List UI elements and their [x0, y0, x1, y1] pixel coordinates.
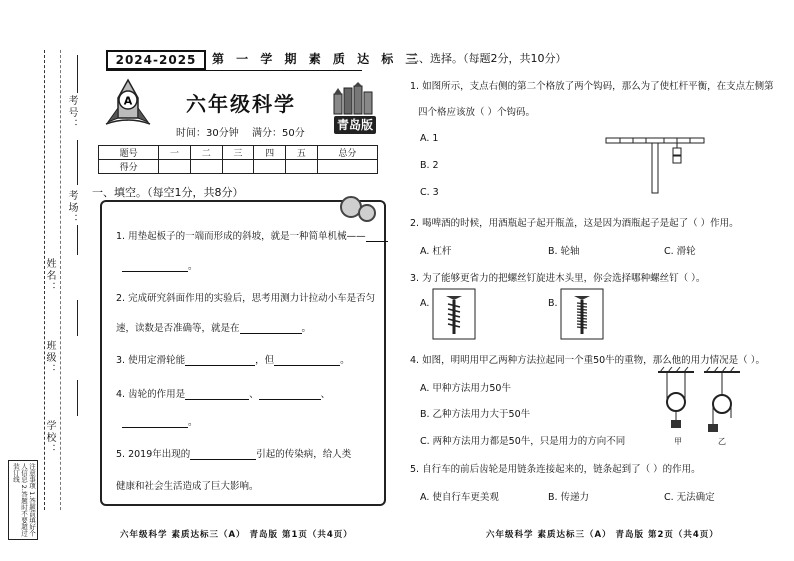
- score-cell: 三: [222, 146, 254, 160]
- kaohao-line: [77, 55, 78, 93]
- choice-q5: 5. 自行车的前后齿轮是用链条连接起来的，链条起到了（ ）的作用。: [410, 464, 701, 475]
- banji-line: [77, 300, 78, 336]
- score-input-cell[interactable]: [222, 160, 254, 174]
- section2-heading: 二、选择。（每题2分，共10分）: [408, 52, 567, 65]
- fill-q2: 2. 完成研究斜面作用的实验后，思考用测力计拉动小车是否匀: [116, 293, 376, 304]
- answer-blank[interactable]: [190, 449, 256, 460]
- xuexiao-line: [77, 380, 78, 416]
- option-a[interactable]: A. 1: [420, 133, 439, 144]
- option-b[interactable]: B. 轮轴: [548, 246, 580, 257]
- screw-a-icon: [432, 288, 476, 340]
- choice-q4: 4. 如图，明明用甲乙两种方法拉起同一个重50牛的重物，那么他的用力情况是（ ）。: [410, 355, 765, 366]
- header-rule: [106, 70, 362, 71]
- option-a[interactable]: A. 使自行车更美观: [420, 492, 499, 503]
- term-title: 第 一 学 期 素 质 达 标 三: [212, 52, 422, 66]
- score-cell: 五: [286, 146, 318, 160]
- option-c[interactable]: C. 两种方法用力都是50牛，只是用力的方向不同: [420, 436, 626, 447]
- option-b[interactable]: B. 2: [420, 160, 439, 171]
- answer-blank[interactable]: [122, 417, 188, 428]
- choice-q3: 3. 为了能够更省力的把螺丝钉旋进木头里，你会选择哪种螺丝钉（ ）。: [410, 273, 706, 284]
- footer-right: 六年级科学 素质达标三（A） 青岛版 第2页（共4页）: [486, 530, 719, 540]
- answer-blank[interactable]: [240, 323, 302, 334]
- pulley-label-jia: 甲: [674, 437, 682, 446]
- score-input-cell[interactable]: [317, 160, 377, 174]
- option-a[interactable]: A. 杠杆: [420, 246, 452, 257]
- option-b[interactable]: B. 传递力: [548, 492, 590, 503]
- label-banji: 班级：: [44, 340, 55, 376]
- footer-left: 六年级科学 素质达标三（A） 青岛版 第1页（共4页）: [120, 530, 353, 540]
- choice-q1: 1. 如图所示，支点右侧的第二个格放了两个钩码，那么为了使杠杆平衡，在支点左侧第: [410, 81, 774, 92]
- fill-q3: 3. 使用定滑轮能 ，但 。: [116, 355, 350, 366]
- answer-blank[interactable]: [185, 389, 249, 400]
- score-input-cell[interactable]: [190, 160, 222, 174]
- edition-badge: 青岛版: [334, 116, 376, 134]
- gear-icon: [358, 204, 376, 222]
- option-c[interactable]: C. 3: [420, 187, 439, 198]
- score-table-header-row: [99, 146, 378, 160]
- score-cell: 题号: [99, 146, 159, 160]
- score-cell: 得分: [99, 160, 159, 174]
- label-kaochang: 考场：: [66, 190, 77, 226]
- fill-q1: 1. 用垫起板子的一端而形成的斜坡，就是一种简单机械——: [116, 228, 388, 242]
- rocket-badge-icon: [102, 78, 154, 130]
- pulley-figure: [654, 366, 744, 450]
- year-box: 2024-2025: [106, 50, 206, 70]
- choice-q2: 2. 喝啤酒的时候，用酒瓶起子起开瓶盖，这是因为酒瓶起子是起了（ ）作用。: [410, 218, 739, 229]
- option-b[interactable]: B.: [548, 298, 558, 309]
- lever-figure: [600, 130, 710, 196]
- option-c[interactable]: C. 无法确定: [664, 492, 715, 503]
- fill-q2-cont: 速，读数是否准确等，就是在 。: [116, 323, 312, 334]
- section1-heading: 一、填空。（每空1分，共8分）: [92, 186, 244, 199]
- label-xuexiao: 学校：: [44, 420, 55, 456]
- exam-time: 时间：30分钟: [176, 128, 239, 139]
- option-a[interactable]: A. 甲种方法用力50牛: [420, 383, 511, 394]
- score-cell: 总分: [317, 146, 377, 160]
- page-title: 六年级科学: [186, 92, 296, 116]
- kaochang-line: [77, 140, 78, 185]
- answer-blank[interactable]: [185, 355, 255, 366]
- answer-blank[interactable]: [259, 389, 321, 400]
- option-c[interactable]: C. 滑轮: [664, 246, 696, 257]
- option-a[interactable]: A.: [420, 298, 430, 309]
- score-cell: 一: [159, 146, 191, 160]
- answer-blank[interactable]: [274, 355, 340, 366]
- score-input-cell[interactable]: [159, 160, 191, 174]
- answer-blank[interactable]: [122, 261, 188, 272]
- pulley-label-yi: 乙: [718, 437, 726, 446]
- fill-q4-cont: 。: [122, 414, 198, 428]
- badge-letter: A: [123, 94, 133, 108]
- label-kaohao: 考号：: [66, 95, 77, 131]
- fill-q5: 5. 2019年出现的 引起的传染病，给人类: [116, 449, 352, 460]
- option-b[interactable]: B. 乙种方法用力大于50牛: [420, 409, 531, 420]
- score-cell: 四: [254, 146, 286, 160]
- score-input-cell[interactable]: [254, 160, 286, 174]
- fill-q5-cont: 健康和社会生活造成了巨大影响。: [116, 481, 259, 492]
- score-table: [98, 145, 378, 174]
- binding-dashed-line-inner: [60, 50, 61, 510]
- label-xingming: 姓名：: [44, 258, 55, 294]
- score-cell: 二: [190, 146, 222, 160]
- fill-q1-cont: 。: [122, 258, 198, 272]
- fill-q4: 4. 齿轮的作用是 、 、: [116, 389, 331, 400]
- full-score: 满分：50分: [252, 128, 305, 139]
- screw-b-icon: [560, 288, 604, 340]
- answer-blank[interactable]: [366, 231, 388, 242]
- score-table-score-row: [99, 160, 378, 174]
- choice-q1-cont: 四个格应该放（ ）个钩码。: [418, 107, 536, 118]
- notice-box: 注意事项 1.答题前填好个人信息 2.答题时不要超过装订线: [8, 460, 38, 540]
- xingming-line: [77, 225, 78, 255]
- score-input-cell[interactable]: [286, 160, 318, 174]
- building-icon: [330, 82, 378, 116]
